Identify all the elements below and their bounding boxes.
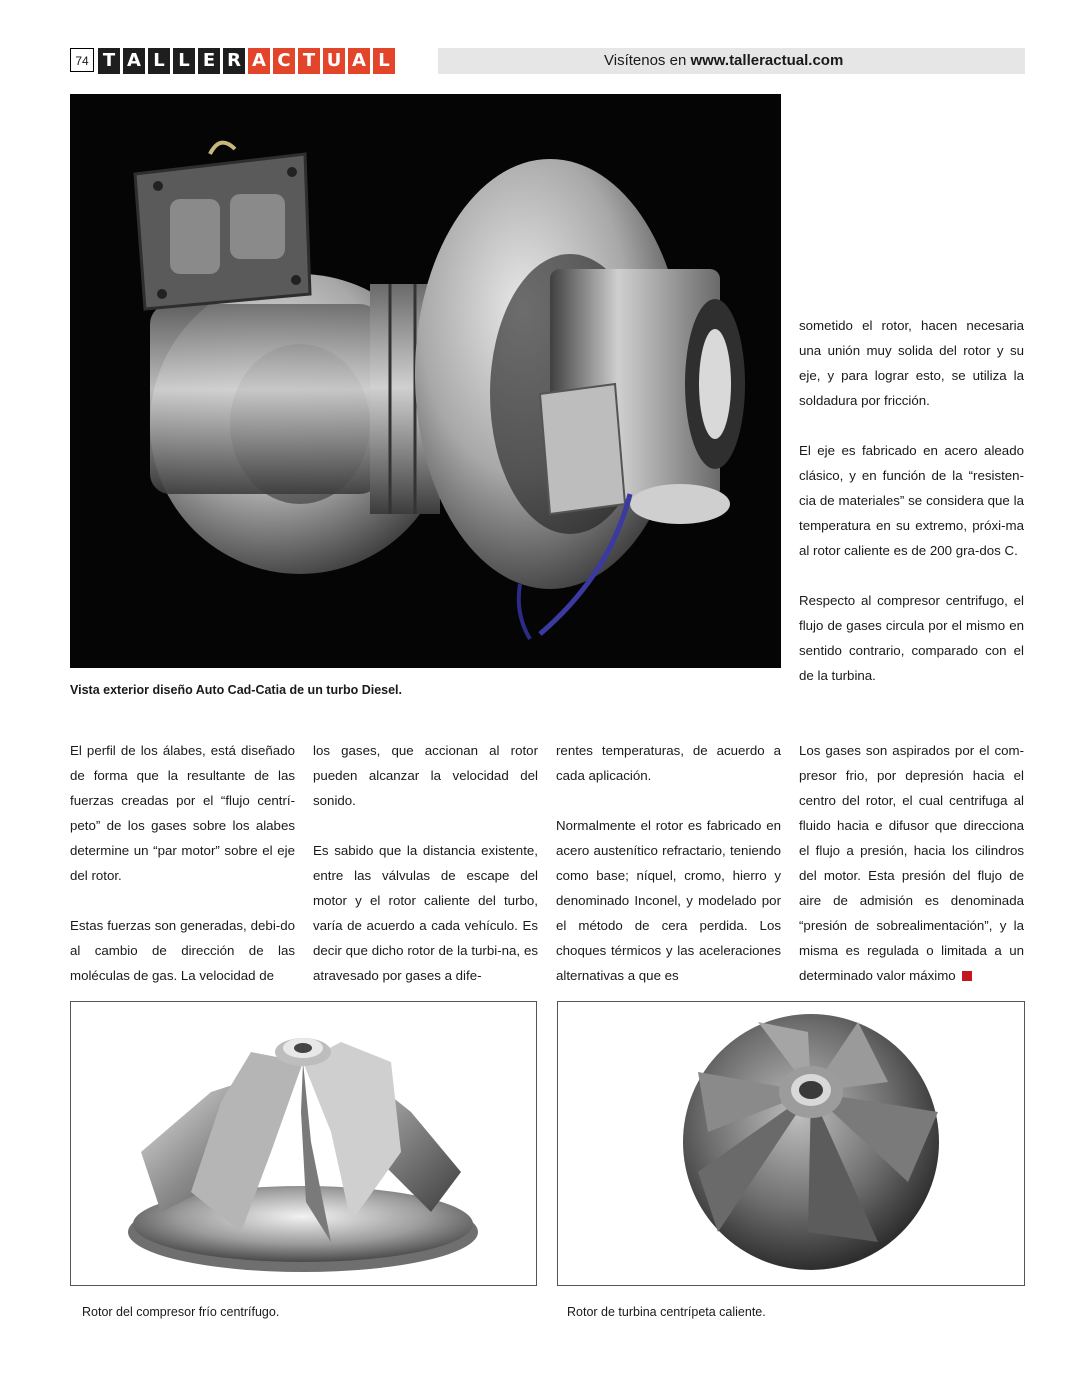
- paragraph: rentes temperaturas, de acuerdo a cada aplicación.: [556, 743, 781, 783]
- website-prefix: Visítenos en: [604, 52, 687, 69]
- turbine-wheel-illustration: [558, 1002, 1024, 1285]
- turbine-wheel-caption: Rotor de turbina centrípeta caliente.: [567, 1305, 766, 1319]
- paragraph: El eje es fabricado en acero aleado clásico, y en función de la “resisten-cia de materiales” se considera que la temperatura en su extremo, próxi-ma al rotor caliente es de 200 gra-dos C.: [799, 443, 1024, 558]
- website-line: [604, 52, 843, 69]
- right-column-text: [799, 313, 1024, 688]
- paragraph: Estas fuerzas son generadas, debi-do al cambio de dirección de las moléculas de gas. La velocidad de: [70, 918, 295, 983]
- body-column-1: [70, 738, 295, 988]
- paragraph: Es sabido que la distancia existente, entre las válvulas de escape del motor y el rotor caliente del turbo, varía de acuerdo a cada vehículo. Es decir que dicho rotor de la turbi-na, es atravesado por gases a dife-: [313, 843, 538, 983]
- turbine-wheel-image: [557, 1001, 1025, 1286]
- page-number: 74: [70, 48, 94, 72]
- body-column-2: [313, 738, 538, 988]
- paragraph-text: Los gases son aspirados por el com-presor frio, por depresión hacia el centro del rotor, el cual centrifuga al fluido hacia e difusor que direcciona el flujo a presión, hacia los cilindros del motor. Esta presión del flujo de aire de admisión es denominada “presión de sobrealimentación”, y la misma es regulada o limitada a un determinado valor máximo: [799, 743, 1024, 983]
- logo-letter: A: [123, 48, 145, 74]
- body-column-3: [556, 738, 781, 988]
- compressor-wheel-illustration: [71, 1002, 536, 1285]
- turbocharger-render-image: [70, 94, 781, 668]
- body-column-4: [799, 738, 1024, 988]
- main-image-caption: Vista exterior diseño Auto Cad-Catia de un turbo Diesel.: [70, 683, 403, 697]
- logo-letter: R: [223, 48, 245, 74]
- logo-letter: L: [373, 48, 395, 74]
- logo-letter: T: [298, 48, 320, 74]
- compressor-wheel-caption: Rotor del compresor frío centrífugo.: [82, 1305, 280, 1319]
- paragraph: los gases, que accionan al rotor pueden alcanzar la velocidad del sonido.: [313, 743, 538, 808]
- compressor-wheel-image: [70, 1001, 537, 1286]
- website-link[interactable]: www.talleractual.com: [690, 52, 844, 69]
- paragraph: Normalmente el rotor es fabricado en acero austenítico refractario, teniendo como base; níquel, cromo, hierro y denominado Inconel, y modelado por el método de cera perdida. Los choques térmicos y las aceleraciones alternativas a que es: [556, 818, 781, 983]
- turbocharger-illustration: [70, 94, 781, 668]
- page-header: [70, 48, 1025, 74]
- logo-letter: C: [273, 48, 295, 74]
- logo-letter: A: [248, 48, 270, 74]
- paragraph: Respecto al compresor centrifugo, el flujo de gases circula por el mismo en sentido contrario, comparado con el de la turbina.: [799, 593, 1024, 683]
- logo-letter: T: [98, 48, 120, 74]
- paragraph: El perfil de los álabes, está diseñado de forma que la resultante de las fuerzas creadas por el “flujo centrí-peto” de los gases sobre los alabes determine un “par motor” sobre el eje del rotor.: [70, 743, 295, 883]
- logo-letter: U: [323, 48, 345, 74]
- logo-letter: L: [148, 48, 170, 74]
- paragraph: [799, 738, 1024, 988]
- logo-letter: L: [173, 48, 195, 74]
- paragraph: sometido el rotor, hacen necesaria una unión muy solida del rotor y su eje, y para lograr esto, se utiliza la soldadura por fricción.: [799, 318, 1024, 408]
- end-of-article-mark: [962, 971, 972, 981]
- magazine-logo: [98, 48, 395, 74]
- logo-letter: A: [348, 48, 370, 74]
- logo-letter: E: [198, 48, 220, 74]
